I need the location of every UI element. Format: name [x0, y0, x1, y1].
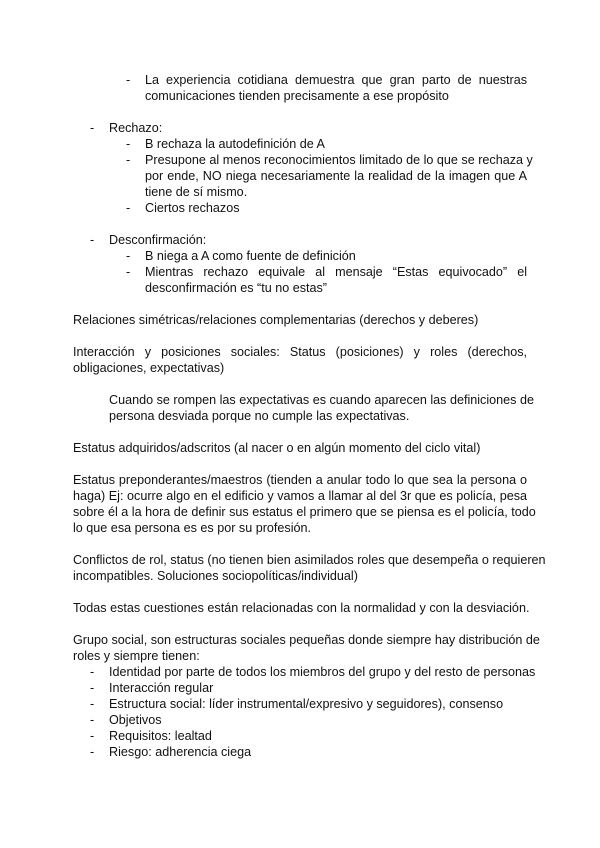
- paragraph-interaccion-line2: obligaciones, expectativas): [73, 361, 225, 375]
- rechazo-item-2-line2: por ende, NO niega necesariamente la realidad de la imagen que A: [145, 169, 527, 183]
- grupo-item-objetivos: Objetivos: [109, 713, 162, 727]
- paragraph-grupo-line1: Grupo social, son estructuras sociales pequeñas donde siempre hay distribución de: [73, 633, 540, 647]
- bullet-dash: -: [126, 265, 131, 279]
- desconfirmacion-item-1: B niega a A como fuente de definición: [145, 249, 356, 263]
- rechazo-item-2-line1: Presupone al menos reconocimientos limitado de lo que se rechaza y: [145, 153, 533, 167]
- paragraph-grupo-line2: roles y siempre tienen:: [73, 649, 200, 663]
- paragraph-relaciones: Relaciones simétricas/relaciones complementarias (derechos y deberes): [73, 313, 479, 327]
- desconfirmacion-item-2-line2: desconfirmación es “tu no estas”: [145, 281, 327, 295]
- bullet-dash: -: [126, 201, 131, 215]
- grupo-item-identidad: Identidad por parte de todos los miembros del grupo y del resto de personas: [109, 665, 536, 679]
- paragraph-interaccion-line1: Interacción y posiciones sociales: Status (posiciones) y roles (derechos,: [73, 345, 527, 359]
- rechazo-item-3: Ciertos rechazos: [145, 201, 240, 215]
- bullet-dash: -: [126, 137, 131, 151]
- grupo-item-requisitos: Requisitos: lealtad: [109, 729, 212, 743]
- paragraph-cuando-line1: Cuando se rompen las expectativas es cuando aparecen las definiciones de: [109, 393, 534, 407]
- bullet-dash: -: [90, 713, 95, 727]
- intro-item-line2: comunicaciones tienden precisamente a ese propósito: [145, 89, 449, 103]
- rechazo-item-1: B rechaza la autodefinición de A: [145, 137, 325, 151]
- bullet-dash: -: [90, 745, 95, 759]
- intro-item-line1: La experiencia cotidiana demuestra que gran parto de nuestras: [145, 73, 527, 87]
- paragraph-conflictos-line2: incompatibles. Soluciones sociopolíticas/individual): [73, 569, 358, 583]
- rechazo-heading: Rechazo:: [109, 121, 163, 135]
- bullet-dash: -: [126, 153, 131, 167]
- grupo-item-estructura: Estructura social: líder instrumental/expresivo y seguidores), consenso: [109, 697, 504, 711]
- bullet-dash: -: [126, 73, 131, 87]
- desconfirmacion-heading: Desconfirmación:: [109, 233, 207, 247]
- paragraph-estatus-adquiridos: Estatus adquiridos/adscritos (al nacer o en algún momento del ciclo vital): [73, 441, 481, 455]
- paragraph-preponderantes-line4: lo que esa persona es es por su profesión.: [73, 521, 312, 535]
- paragraph-todas: Todas estas cuestiones están relacionadas con la normalidad y con la desviación.: [73, 601, 530, 615]
- grupo-item-riesgo: Riesgo: adherencia ciega: [109, 745, 252, 759]
- paragraph-preponderantes-line2: haga) Ej: ocurre algo en el edificio y vamos a llamar al del 3r que es policía, pesa: [73, 489, 527, 503]
- bullet-dash: -: [90, 697, 95, 711]
- paragraph-cuando-line2: persona desviada porque no cumple las expectativas.: [109, 409, 410, 423]
- paragraph-conflictos-line1: Conflictos de rol, status (no tienen bien asimilados roles que desempeña o requieren: [73, 553, 546, 567]
- paragraph-preponderantes-line1: Estatus preponderantes/maestros (tienden a anular todo lo que sea la persona o: [73, 473, 527, 487]
- bullet-dash: -: [90, 121, 95, 135]
- bullet-dash: -: [90, 665, 95, 679]
- grupo-item-interaccion: Interacción regular: [109, 681, 214, 695]
- bullet-dash: -: [90, 729, 95, 743]
- paragraph-preponderantes-line3: sobre él a la hora de definir sus estatus el primero que se piensa es el policía, todo: [73, 505, 536, 519]
- bullet-dash: -: [90, 681, 95, 695]
- bullet-dash: -: [90, 233, 95, 247]
- bullet-dash: -: [126, 249, 131, 263]
- desconfirmacion-item-2-line1: Mientras rechazo equivale al mensaje “Estas equivocado” el: [145, 265, 527, 279]
- rechazo-item-2-line3: tiene de sí mismo.: [145, 185, 248, 199]
